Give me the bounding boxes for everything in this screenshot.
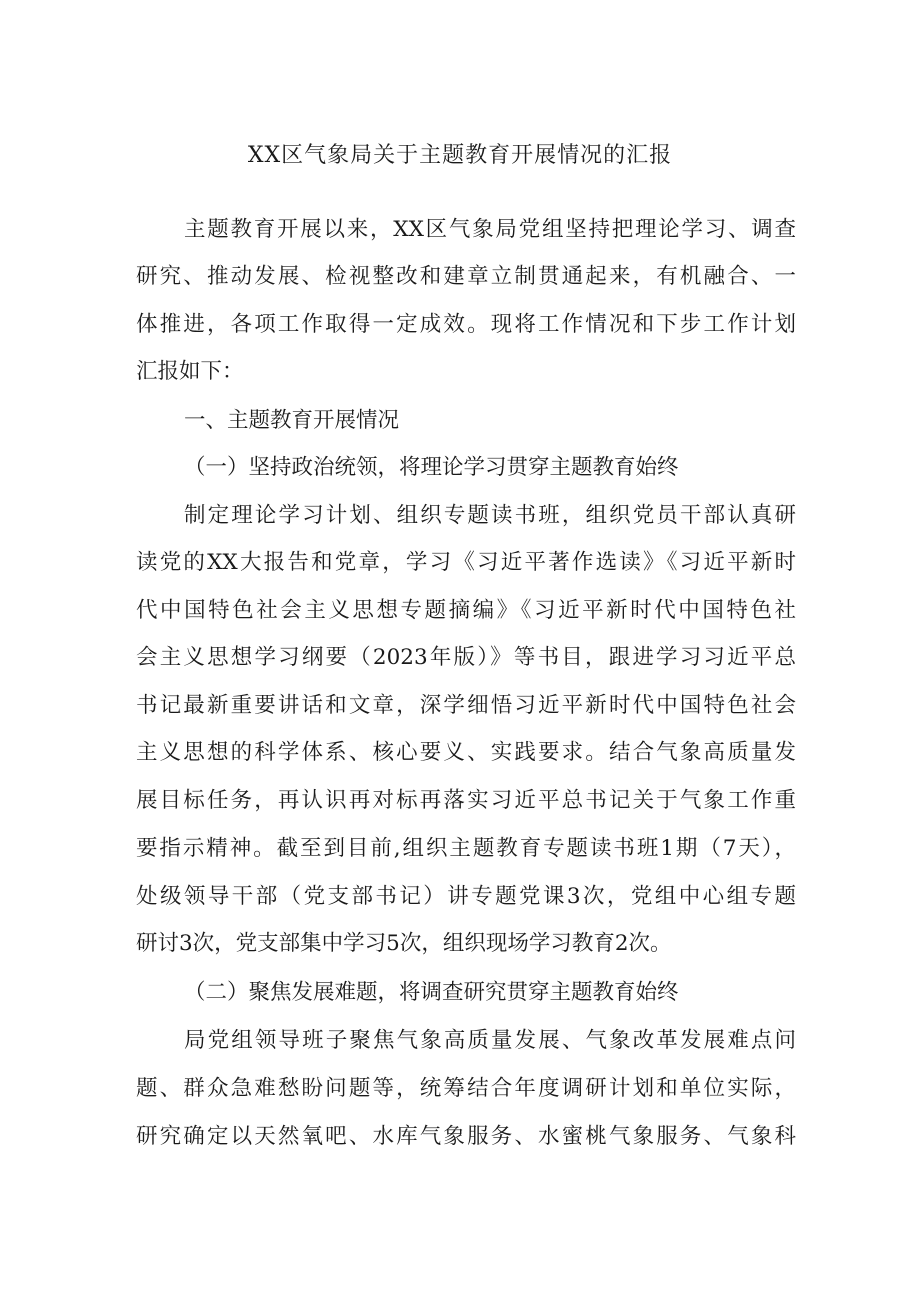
paragraph-line: 制定理论学习计划、组织专题读书班，组织党员干部认真研 bbox=[184, 503, 796, 528]
paragraph-line: 研究、推动发展、检视整改和建章立制贯通起来，有机融合、一 bbox=[136, 264, 796, 289]
document-title: XX区气象局关于主题教育开展情况的汇报 bbox=[247, 143, 673, 168]
paragraph-line: 书记最新重要讲话和文章，深学细悟习近平新时代中国特色社会 bbox=[136, 693, 796, 718]
paragraph-line: 研讨3次，党支部集中学习5次，组织现场学习教育2次。 bbox=[136, 931, 672, 956]
paragraph-line: 代中国特色社会主义思想专题摘编》《习近平新时代中国特色社 bbox=[136, 598, 796, 623]
paragraph-line: 研究确定以天然氧吧、水库气象服务、水蜜桃气象服务、气象科 bbox=[136, 1124, 796, 1149]
paragraph-line: 读党的XX大报告和党章，学习《习近平著作选读》《习近平新时 bbox=[136, 550, 796, 575]
section-heading: 一、主题教育开展情况 bbox=[184, 408, 400, 433]
paragraph-line: 局党组领导班子聚焦气象高质量发展、气象改革发展难点问 bbox=[184, 1028, 796, 1053]
paragraph-line: 展目标任务，再认识再对标再落实习近平总书记关于气象工作重 bbox=[136, 788, 796, 813]
paragraph-line: 主题教育开展以来，XX区气象局党组坚持把理论学习、调查 bbox=[184, 217, 796, 242]
paragraph-line: 主义思想的科学体系、核心要义、实践要求。结合气象高质量发 bbox=[136, 740, 796, 765]
paragraph-line: 会主义思想学习纲要（2023年版）》等书目，跟进学习习近平总 bbox=[136, 645, 796, 670]
paragraph-line: 处级领导干部（党支部书记）讲专题党课3次，党组中心组专题 bbox=[136, 884, 796, 909]
subsection-heading: （二）聚焦发展难题，将调查研究贯穿主题教育始终 bbox=[184, 980, 679, 1005]
subsection-heading: （一）坚持政治统领，将理论学习贯穿主题教育始终 bbox=[184, 455, 679, 480]
paragraph-line: 体推进，各项工作取得一定成效。现将工作情况和下步工作计划 bbox=[136, 312, 796, 337]
paragraph-line: 汇报如下： bbox=[136, 359, 244, 384]
paragraph-line: 题、群众急难愁盼问题等，统筹结合年度调研计划和单位实际， bbox=[136, 1076, 796, 1101]
paragraph-line: 要指示精神。截至到目前,组织主题教育专题读书班1期（7天）， bbox=[136, 836, 796, 861]
